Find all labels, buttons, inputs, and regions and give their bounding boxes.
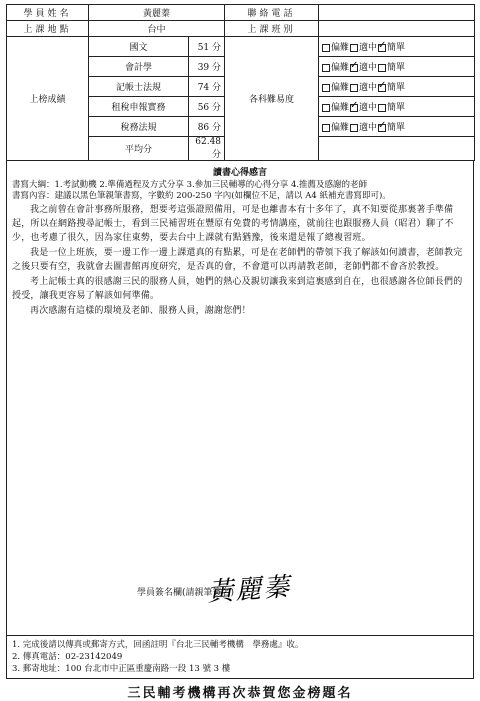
info-table [6,4,475,161]
subject-score: 51 分 [189,37,225,57]
essay-section [7,161,473,635]
difficulty-checkbox[interactable] [378,84,386,92]
difficulty-row [319,117,475,137]
phone-value [319,5,475,21]
difficulty-checkbox[interactable] [350,64,358,72]
phone-label: 聯絡電話 [225,5,319,21]
footer-line: 2. 傳真電話：02-23142049 [12,652,123,662]
sign-label: 學員簽名欄(請親筆簽名) [137,588,235,598]
difficulty-checkbox[interactable] [350,44,358,52]
difficulty-checkbox[interactable] [322,124,330,132]
subject-name: 記帳士法規 [89,77,189,97]
difficulty-row [319,97,475,117]
footer-notes [7,635,473,678]
location-label: 上課地點 [7,21,89,37]
essay-title: 讀書心得感言 [212,168,267,178]
form-page [6,4,474,701]
difficulty-checkbox[interactable] [350,104,358,112]
difficulty-checkbox[interactable] [322,44,330,52]
difficulty-checkbox[interactable] [378,124,386,132]
difficulty-option-label: 適中 [359,103,378,113]
name-row [7,5,475,21]
difficulty-checkbox[interactable] [350,84,358,92]
subject-score: 86 分 [189,117,225,137]
difficulty-checkbox[interactable] [378,104,386,112]
essay-paragraph: 再次感謝有這樣的環境及老師、服務人員，謝謝您們！ [30,306,251,316]
average-label: 平均分 [89,137,189,161]
footer-line: 1. 完成後請以傳真或郵寄方式，回函註明『台北三民輔考機構 學務處』收。 [12,640,304,650]
subject-name: 國文 [89,37,189,57]
difficulty-row [319,57,475,77]
difficulty-option-label: 偏難 [331,83,350,93]
location-value: 台中 [89,21,225,37]
difficulty-option-label: 偏難 [331,43,350,53]
difficulty-checkbox[interactable] [350,124,358,132]
difficulty-option-label: 簡單 [387,63,406,73]
difficulty-option-label: 簡單 [387,83,406,93]
subject-score: 56 分 [189,97,225,117]
difficulty-option-label: 適中 [359,83,378,93]
scores-label: 上榜成績 [7,37,89,161]
subject-name: 會計學 [89,57,189,77]
difficulty-label: 各科難易度 [225,37,319,161]
handwritten-signature: 黃麗蓁 [206,572,293,608]
essay-paragraph: 我是一位上班族，要一邊工作一邊上課還真的有點累，可是在老師們的帶領下我了解該如何讀書，老師教完之後只要有空，我就會去圖書館再度研究，是否真的會，不會還可以再請教老師，老師們都不會吝於教授。 [12,248,463,272]
difficulty-checkbox[interactable] [322,104,330,112]
subject-name: 租稅申報實務 [89,97,189,117]
difficulty-option-label: 簡單 [387,103,406,113]
score-row-0 [7,37,475,57]
footer-line: 3. 郵寄地址：100 台北市中正區重慶南路一段 13 號 3 樓 [12,664,231,674]
subject-name: 稅務法規 [89,117,189,137]
student-name-value: 黃麗蓁 [89,5,225,21]
difficulty-checkbox[interactable] [322,64,330,72]
subject-score: 39 分 [189,57,225,77]
class-label: 上課班別 [225,21,319,37]
difficulty-checkbox[interactable] [322,84,330,92]
difficulty-option-label: 偏難 [331,103,350,113]
difficulty-checkbox[interactable] [378,64,386,72]
essay-content-rule: 書寫內容：建議以黑色筆親筆書寫，字數約 200-250 字內(如欄位不足，請以 A4 紙補充書寫即可)。 [12,191,391,201]
essay-paragraph: 考上記帳士真的很感謝三民的服務人員，她們的熱心及親切讓我來到這裏感到自在，也很感謝各位師長們的授受，讓我更容易了解該如何準備。 [12,277,463,301]
location-row [7,21,475,37]
essay-paragraph: 我之前曾在會計事務所服務，想要考這張證照備用，可是也離書本有十多年了，真不知要從那裏著手準備起，所以在網路搜尋記帳士，看到三民補習班在豐原有免費的考情講座，就前往也跟服務人員（昭君）聊了不少，也考慮了很久，因為家住東勢，要去台中上課就有點猶豫，後來還是報了總複習班。 [12,205,454,243]
difficulty-option-label: 簡單 [387,123,406,133]
difficulty-option-label: 偏難 [331,123,350,133]
congrats-title: 三民輔考機構再次恭賀您金榜題名 [127,686,353,701]
difficulty-row [319,37,475,57]
difficulty-option-label: 簡單 [387,43,406,53]
essay-box [6,161,474,679]
difficulty-checkbox[interactable] [378,44,386,52]
essay-outline: 書寫大綱：1.考試動機 2.準備過程及方式分享 3.參加三民輔導的心得分享 4.推薦及感謝的老師 [12,180,368,190]
difficulty-option-label: 適中 [359,63,378,73]
difficulty-option-label: 適中 [359,123,378,133]
average-value: 62.48 分 [189,137,225,161]
difficulty-empty [319,137,475,161]
class-value [319,21,475,37]
student-name-label: 學員姓名 [7,5,89,21]
difficulty-option-label: 適中 [359,43,378,53]
subject-score: 74 分 [189,77,225,97]
difficulty-option-label: 偏難 [331,63,350,73]
difficulty-row [319,77,475,97]
